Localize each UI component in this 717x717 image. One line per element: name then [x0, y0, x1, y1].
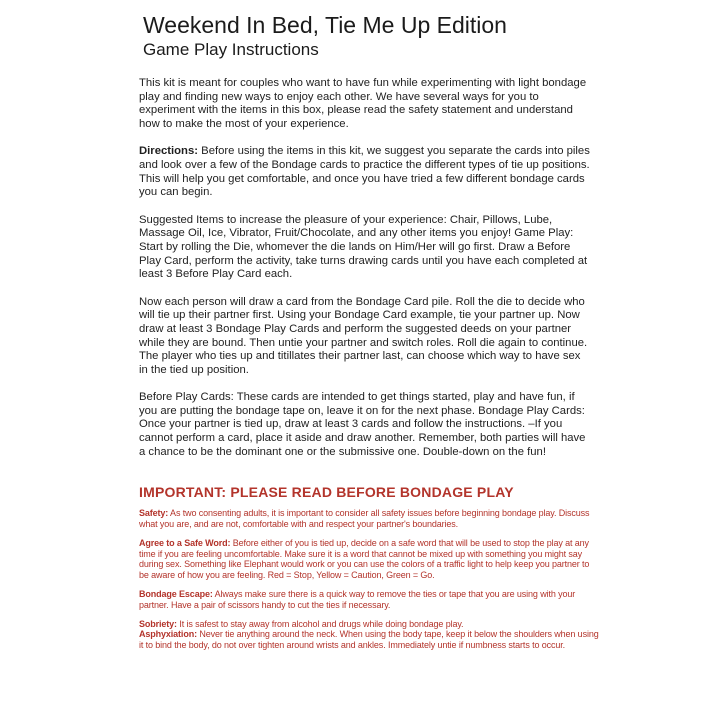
safe-word-paragraph — [139, 538, 601, 581]
bondage-escape-paragraph — [139, 589, 601, 611]
directions-paragraph — [139, 145, 591, 199]
safety-label: Safety: — [139, 508, 169, 519]
bondage-escape-text: Always make sure there is a quick way to remove the ties or tape that you are using with your partner. Have a pair of scissors handy to cut the ties if necessary. — [139, 589, 576, 610]
sobriety-paragraph — [139, 619, 601, 630]
directions-label: Directions: — [139, 145, 199, 158]
suggested-items-paragraph — [139, 214, 591, 282]
bondage-card-paragraph — [139, 296, 591, 378]
bondage-card-text: Now each person will draw a card from the Bondage Card pile. Roll the die to decide who will tie up their partner first. Using your Bondage Card example, tie your partner up. Now draw at least 3 Bondage Play Cards and perform the suggested deeds on your partner while they are bound. Then untie your partner and switch roles. Roll die again to continue. The player who ties up and titillates their partner last, can choose which way to have sex in the tied up position. — [139, 295, 588, 376]
directions-text: Before using the items in this kit, we suggest you separate the cards into piles and look over a few of the Bondage cards to practice the different types of tie up positions. This will help you get comfortable, and once you have tried a few different bondage cards you can begin. — [139, 145, 590, 199]
page-subtitle: Game Play Instructions — [143, 40, 319, 59]
asphyxiation-paragraph — [139, 629, 601, 651]
safe-word-label: Agree to a Safe Word: — [139, 537, 231, 548]
asphyxiation-text: Never tie anything around the neck. When using the body tape, keep it below the shoulders when using it to bind the body, do not over tighten around wrists and ankles. Immediately untie if numbness starts to occur. — [139, 629, 599, 651]
asphyxiation-label: Asphyxiation: — [139, 629, 197, 640]
play-cards-paragraph — [139, 391, 591, 459]
page-title: Weekend In Bed, Tie Me Up Edition — [143, 12, 507, 38]
intro-paragraph — [139, 77, 591, 131]
sobriety-text: It is safest to stay away from alcohol and drugs while doing bondage play. — [176, 618, 464, 629]
safety-paragraph — [139, 508, 601, 530]
intro-text: This kit is meant for couples who want to have fun while experimenting with light bondage play and finding new ways to enjoy each other. We have several ways for you to experiment with the items in this box, please read the safety statement and understand how to make the most of your experience. — [139, 77, 587, 130]
play-cards-text: Before Play Cards: These cards are intended to get things started, play and have fun, if you are putting the bondage tape on, leave it on for the next phase. Bondage Play Cards: Once your partner is tied up, draw at least 3 cards and follow the instructions. –If you cannot perform a card, place it aside and draw another. Remember, both parties will have a chance to be the dominant one or the submissive one. Double-down on the fun! — [139, 391, 586, 458]
safety-text: As two consenting adults, it is important to consider all safety issues before beginning bondage play. Discuss what you are, and are not, comfortable with and respect your partner's boundaries. — [139, 508, 590, 530]
important-heading: IMPORTANT: PLEASE READ BEFORE BONDAGE PLAY — [139, 484, 514, 501]
sobriety-label: Sobriety: — [139, 618, 177, 629]
document-content — [139, 12, 599, 651]
safe-word-text: Before either of you is tied up, decide on a safe word that will be used to stop the play at any time if you are feeling uncomfortable. Make sure it is a word that cannot be mixed up with something you might say during sex. Something like Elephant would work or you can use the colors of a traffic light to help keep you partner to be aware of how you are feeling. Red = Stop, Yellow = Caution, Green = Go. — [139, 537, 590, 581]
suggested-items-text: Suggested Items to increase the pleasure of your experience: Chair, Pillows, Lube, Massage Oil, Ice, Vibrator, Fruit/Chocolate, and any other items you enjoy! Game Play: Start by rolling the Die, whomever the die lands on Him/Her will go first. Draw a Before Play Card, perform the activity, take turns drawing cards until you have each completed at least 3 Before Play Card each. — [139, 213, 588, 281]
bondage-escape-label: Bondage Escape: — [139, 589, 213, 600]
